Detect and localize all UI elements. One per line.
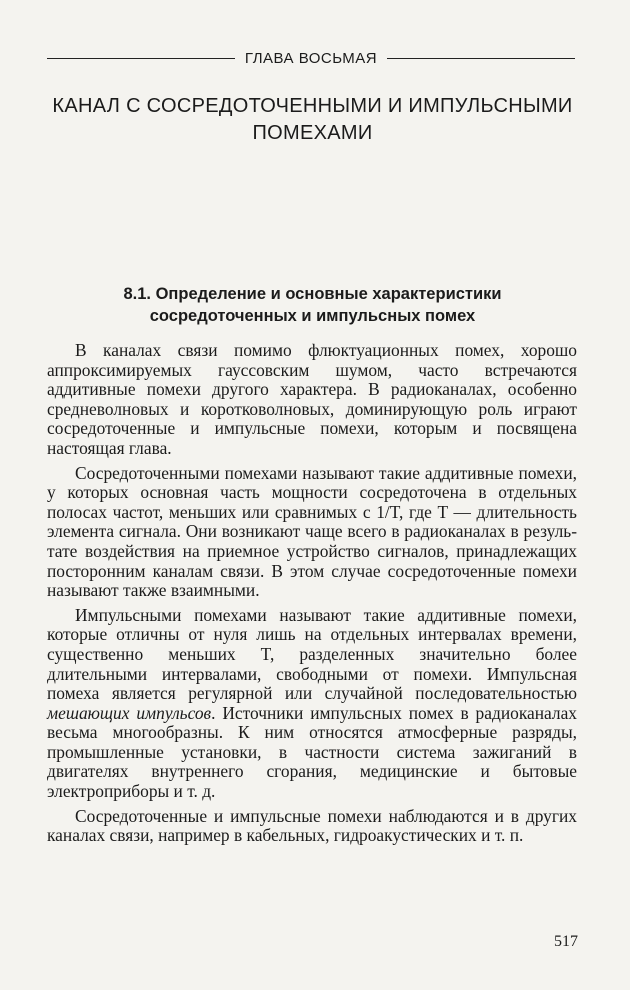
paragraph-4: Сосредоточенные и импульсные помехи наблюдаются и в других каналах связи, например в кабельных, гидроакустических и т. п. <box>47 805 577 846</box>
running-head-rule-left <box>47 58 235 59</box>
running-head-rule-right <box>387 58 575 59</box>
body-text <box>47 341 577 851</box>
chapter-title <box>40 93 585 147</box>
running-head <box>47 50 575 67</box>
chapter-title-line-1: КАНАЛ С СОСРЕДОТОЧЕННЫМИ И ИМПУЛЬСНЫМИ <box>52 95 573 117</box>
section-title-line-1: 8.1. Определение и основные характеристики <box>123 285 502 303</box>
section-title <box>70 283 555 327</box>
paragraph-2: Сосредоточенными помехами называют такие аддитивные помехи, у которых основная часть мощности сосредоточена в отдельных полосах частот, меньших или сравнимых с 1/T, где T — длительность элемента сигнала. Они возникают чаще всего в радиоканалах в результате воздействия на приемное устройство сигналов, принадлежащих посторонним каналам связи. В этом случае сосредоточенные помехи называют также взаимными. <box>47 462 577 601</box>
paragraph-3-text-a: Импульсными помехами называют такие аддитивные помехи, которые отличны от нуля лишь на отдельных интервалах времени, существенно меньших T, разделенных значительно более длительными интервалами, свободными от помехи. Импульсная помеха является регулярной или случайной последовательностью <box>47 604 577 704</box>
paragraph-3-text-b: . Источники импульсных помех в радиоканалах весьма многообразны. К ним относятся атмосферные разряды, промышленные установки, в частности система зажиганий в двигателях внутреннего сгорания, медицинские и бытовые электроприборы и т. д. <box>47 702 578 802</box>
chapter-title-line-2: ПОМЕХАМИ <box>252 122 373 144</box>
running-head-label: ГЛАВА ВОСЬМАЯ <box>244 50 378 67</box>
section-title-line-2: сосредоточенных и импульсных помех <box>149 307 476 325</box>
page-number: 517 <box>554 933 578 950</box>
paragraph-3-emphasis: мешающих импульсов <box>47 702 212 723</box>
paragraph-1: В каналах связи помимо флюктуационных помех, хорошо аппроксимируемых гауссовским шумом, часто встречаются аддитивные помехи другого характера. В радиоканалах, особенно средневолновых и коротковолновых, доминирующую роль играют сосредоточенные и импульсные помехи, которым и посвящена настоящая глава. <box>47 340 577 458</box>
paragraph-3 <box>47 606 577 802</box>
